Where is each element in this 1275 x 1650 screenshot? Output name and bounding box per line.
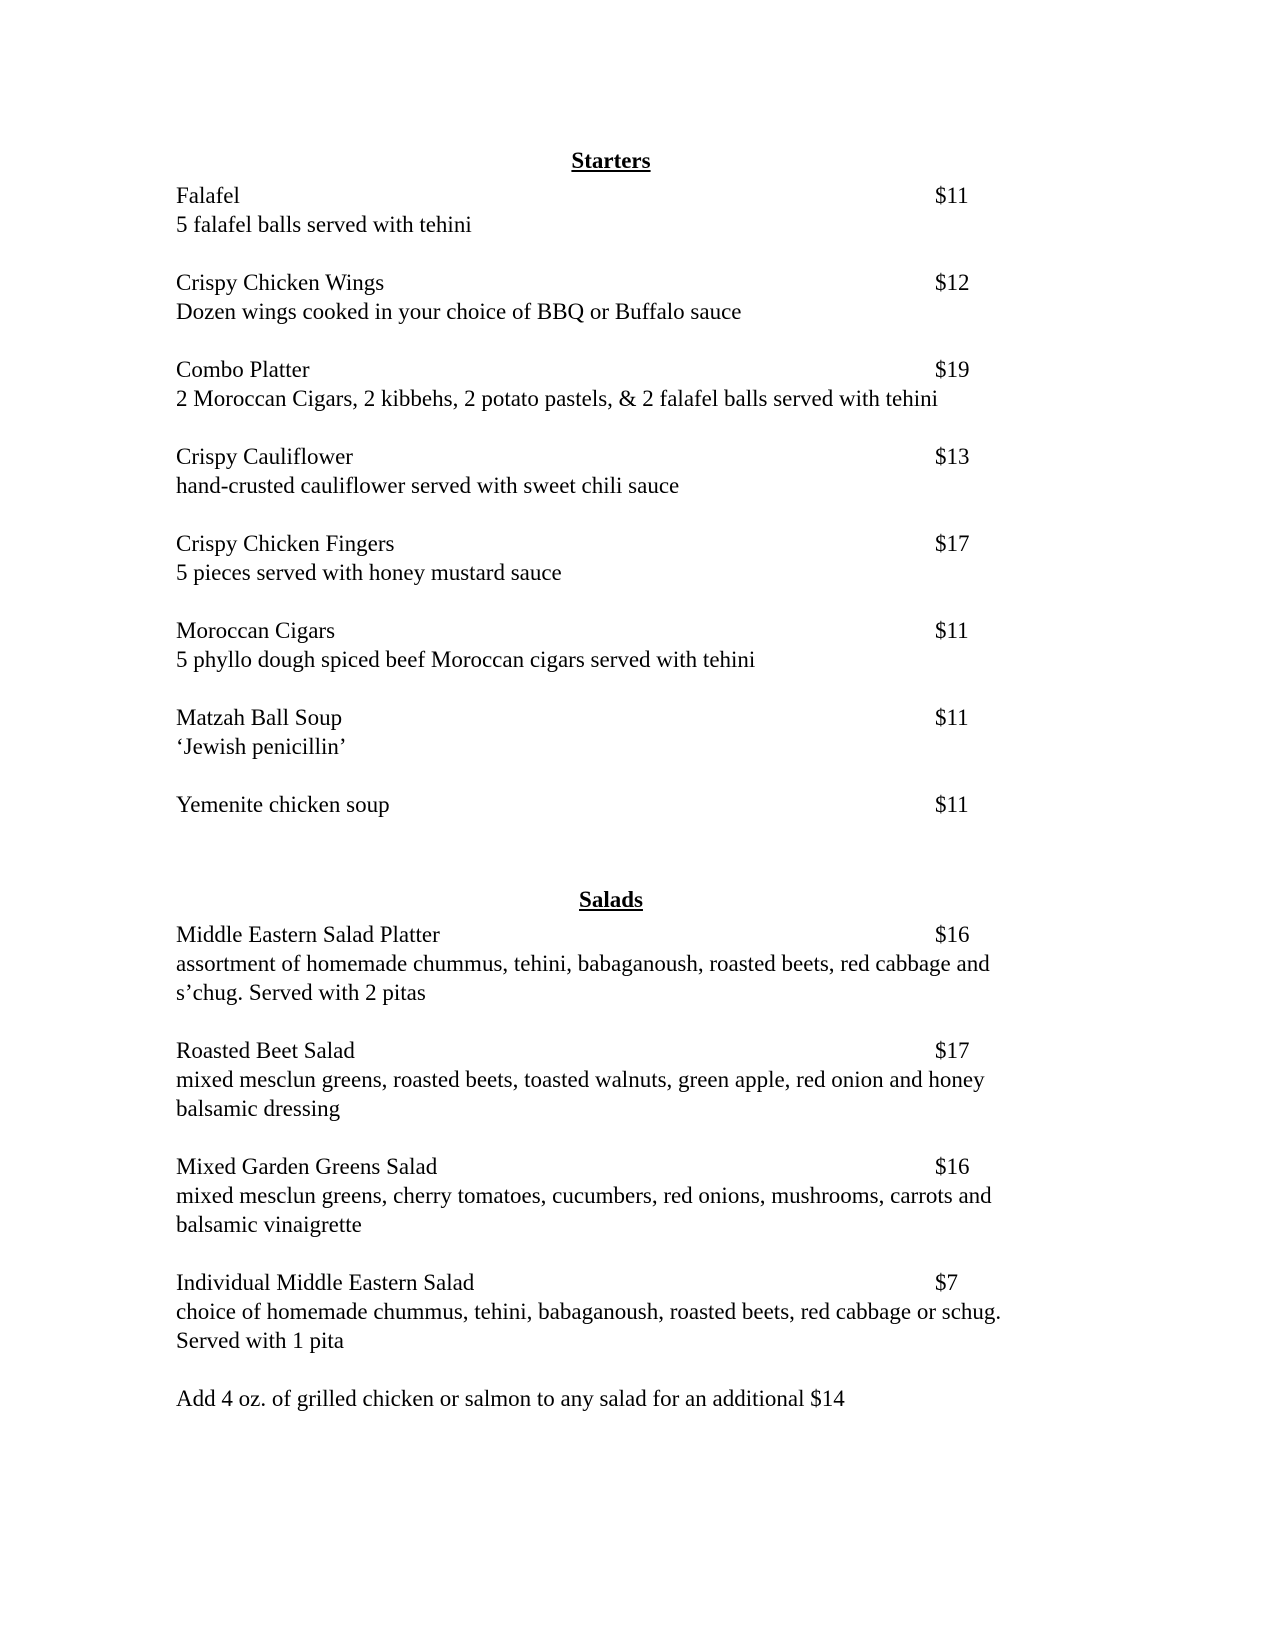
item-description-line: mixed mesclun greens, cherry tomatoes, cucumbers, red onions, mushrooms, carrots and xyxy=(176,1183,992,1208)
item-name: Crispy Cauliflower xyxy=(176,444,353,469)
section-title: Starters xyxy=(571,148,651,173)
item-description-line: 5 phyllo dough spiced beef Moroccan cigars served with tehini xyxy=(176,647,756,672)
menu-item-row xyxy=(176,1036,1110,1065)
item-description-line: mixed mesclun greens, roasted beets, toasted walnuts, green apple, red onion and honey xyxy=(176,1067,985,1092)
item-name: Middle Eastern Salad Platter xyxy=(176,922,440,947)
menu-sections xyxy=(176,146,1110,1355)
item-description-line: balsamic vinaigrette xyxy=(176,1212,362,1237)
menu-item xyxy=(176,181,1110,239)
item-price: $11 xyxy=(935,618,969,643)
item-name: Yemenite chicken soup xyxy=(176,792,390,817)
menu-item-row xyxy=(176,355,1110,384)
section-title: Salads xyxy=(579,887,643,912)
menu-item xyxy=(176,1268,1110,1355)
menu-item xyxy=(176,442,1110,500)
item-price: $16 xyxy=(935,922,970,947)
item-description-line: Served with 1 pita xyxy=(176,1328,344,1353)
menu-item xyxy=(176,1152,1110,1239)
item-description-line: 2 Moroccan Cigars, 2 kibbehs, 2 potato pastels, & 2 falafel balls served with tehini xyxy=(176,386,939,411)
item-description-line: hand-crusted cauliflower served with sweet chili sauce xyxy=(176,473,680,498)
item-price: $13 xyxy=(935,444,970,469)
item-description-line: choice of homemade chummus, tehini, babaganoush, roasted beets, red cabbage or schug. xyxy=(176,1299,1002,1324)
menu-item xyxy=(176,268,1110,326)
menu-item xyxy=(176,703,1110,761)
item-price: $17 xyxy=(935,1038,970,1063)
item-price: $19 xyxy=(935,357,970,382)
menu-item-row xyxy=(176,1268,1110,1297)
item-name: Individual Middle Eastern Salad xyxy=(176,1270,475,1295)
item-price: $16 xyxy=(935,1154,970,1179)
item-description-line: s’chug. Served with 2 pitas xyxy=(176,980,426,1005)
item-price: $11 xyxy=(935,792,969,817)
item-name: Moroccan Cigars xyxy=(176,618,336,643)
item-price: $11 xyxy=(935,705,969,730)
item-description-line: Dozen wings cooked in your choice of BBQ or Buffalo sauce xyxy=(176,299,742,324)
menu-item xyxy=(176,920,1110,1007)
menu-item-row xyxy=(176,181,1110,210)
item-name: Crispy Chicken Fingers xyxy=(176,531,395,556)
menu-item-row xyxy=(176,1152,1110,1181)
item-description-line: 5 falafel balls served with tehini xyxy=(176,212,472,237)
item-description-line: balsamic dressing xyxy=(176,1096,341,1121)
menu-item-row xyxy=(176,616,1110,645)
menu-item-row xyxy=(176,703,1110,732)
menu-item xyxy=(176,790,1110,819)
item-description-line: ‘Jewish penicillin’ xyxy=(176,734,347,759)
menu-section xyxy=(176,146,1110,819)
item-price: $12 xyxy=(935,270,970,295)
menu-item-row xyxy=(176,790,1110,819)
item-description-line: assortment of homemade chummus, tehini, babaganoush, roasted beets, red cabbage and xyxy=(176,951,990,976)
item-name: Matzah Ball Soup xyxy=(176,705,343,730)
item-name: Crispy Chicken Wings xyxy=(176,270,385,295)
item-description-line: 5 pieces served with honey mustard sauce xyxy=(176,560,562,585)
menu-item xyxy=(176,355,1110,413)
item-name: Roasted Beet Salad xyxy=(176,1038,355,1063)
item-name: Mixed Garden Greens Salad xyxy=(176,1154,438,1179)
menu-item xyxy=(176,616,1110,674)
menu-item-row xyxy=(176,442,1110,471)
menu-item xyxy=(176,1036,1110,1123)
salad-addon-note: Add 4 oz. of grilled chicken or salmon to any salad for an additional $14 xyxy=(176,1386,845,1411)
item-price: $7 xyxy=(935,1270,958,1295)
item-name: Combo Platter xyxy=(176,357,310,382)
item-name: Falafel xyxy=(176,183,240,208)
menu-item xyxy=(176,529,1110,587)
item-price: $11 xyxy=(935,183,969,208)
menu-item-row xyxy=(176,529,1110,558)
item-price: $17 xyxy=(935,531,970,556)
menu-item-row xyxy=(176,920,1110,949)
menu-section xyxy=(176,885,1110,1355)
menu-content xyxy=(176,146,1110,1413)
menu-item-row xyxy=(176,268,1110,297)
